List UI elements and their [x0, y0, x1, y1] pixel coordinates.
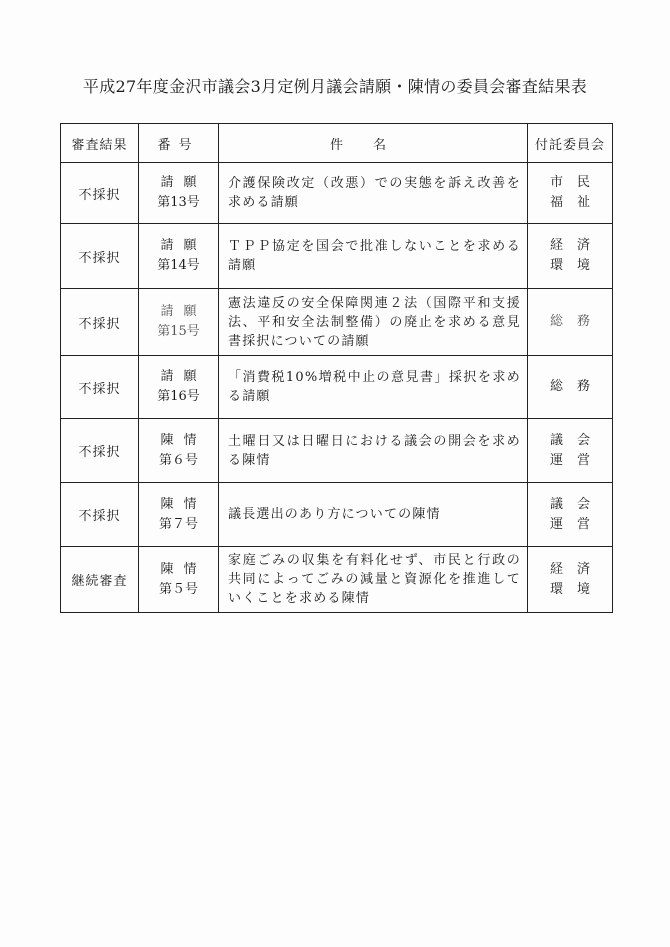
table-row	[61, 163, 613, 224]
header-subject	[219, 124, 528, 163]
review-results-table	[60, 123, 613, 613]
petition-type: 陳情	[160, 432, 207, 448]
committee-cell	[528, 356, 613, 419]
petition-number: 第15号	[157, 324, 200, 339]
petition-type: 陳情	[160, 561, 207, 577]
petition-type: 陳情	[160, 496, 207, 512]
committee-line: 議会	[549, 496, 604, 512]
number-cell	[139, 547, 219, 613]
result-cell: 不採択	[61, 356, 139, 419]
number-cell	[139, 483, 219, 547]
table-row	[61, 289, 613, 356]
committee-line: 市民	[549, 175, 604, 190]
table-row	[61, 547, 613, 613]
committee-line: 福祉	[549, 195, 604, 210]
result-cell: 不採択	[61, 163, 139, 224]
table-row	[61, 356, 613, 419]
committee-line: 総務	[549, 379, 604, 394]
petition-number: 第13号	[157, 195, 200, 210]
number-cell	[139, 224, 219, 289]
petition-number: 第６号	[158, 452, 198, 468]
header-number	[139, 124, 219, 163]
petition-type: 請願	[160, 369, 207, 384]
petition-number: 第５号	[158, 581, 198, 597]
petition-number: 第７号	[158, 516, 198, 532]
petition-number: 第14号	[157, 258, 200, 273]
committee-cell	[528, 224, 613, 289]
result-cell: 不採択	[61, 224, 139, 289]
table-row	[61, 483, 613, 547]
table-header-row	[61, 124, 613, 163]
header-subject-label: 件名	[329, 137, 416, 153]
result-cell: 不採択	[61, 419, 139, 483]
result-cell: 継続審査	[61, 547, 139, 613]
header-committee	[528, 124, 613, 163]
header-number-label: 番号	[157, 137, 200, 153]
number-cell	[139, 419, 219, 483]
committee-line: 運営	[549, 516, 604, 532]
committee-cell	[528, 547, 613, 613]
header-committee-label: 付託委員会	[534, 137, 605, 153]
result-cell: 不採択	[61, 289, 139, 356]
committee-line: 議会	[549, 432, 604, 448]
petition-type: 請願	[160, 238, 207, 253]
committee-line: 総務	[549, 314, 604, 329]
subject-cell: 憲法違反の安全保障関連２法（国際平和支援法、平和安全法制整備）の廃止を求める意見書採択についての請願	[219, 289, 528, 356]
subject-cell: ＴＰＰ協定を国会で批准しないことを求める請願	[219, 224, 528, 289]
committee-line: 環境	[549, 258, 604, 273]
table-row	[61, 419, 613, 483]
petition-type: 請願	[160, 304, 207, 319]
header-result-label: 審査結果	[71, 137, 128, 153]
committee-line: 経済	[549, 561, 604, 577]
result-cell: 不採択	[61, 483, 139, 547]
petition-number: 第16号	[157, 389, 200, 404]
committee-line: 環境	[549, 581, 604, 597]
committee-cell	[528, 483, 613, 547]
table-row	[61, 224, 613, 289]
subject-cell: 土曜日又は日曜日における議会の開会を求める陳情	[219, 419, 528, 483]
number-cell	[139, 163, 219, 224]
number-cell	[139, 289, 219, 356]
committee-cell	[528, 419, 613, 483]
header-result	[61, 124, 139, 163]
committee-line: 経済	[549, 238, 604, 253]
number-cell	[139, 356, 219, 419]
subject-cell: 家庭ごみの収集を有料化せず、市民と行政の共同によってごみの減量と資源化を推進していくことを求める陳情	[219, 547, 528, 613]
subject-cell: 介護保険改定（改悪）での実態を訴え改善を求める請願	[219, 163, 528, 224]
subject-cell: 議長選出のあり方についての陳情	[219, 483, 528, 547]
petition-type: 請願	[160, 175, 207, 190]
committee-cell	[528, 289, 613, 356]
subject-cell: 「消費税10%増税中止の意見書」採択を求める請願	[219, 356, 528, 419]
page-title: 平成27年度金沢市議会3月定例月議会請願・陳情の委員会審査結果表	[82, 77, 588, 96]
committee-line: 運営	[549, 452, 604, 468]
committee-cell	[528, 163, 613, 224]
